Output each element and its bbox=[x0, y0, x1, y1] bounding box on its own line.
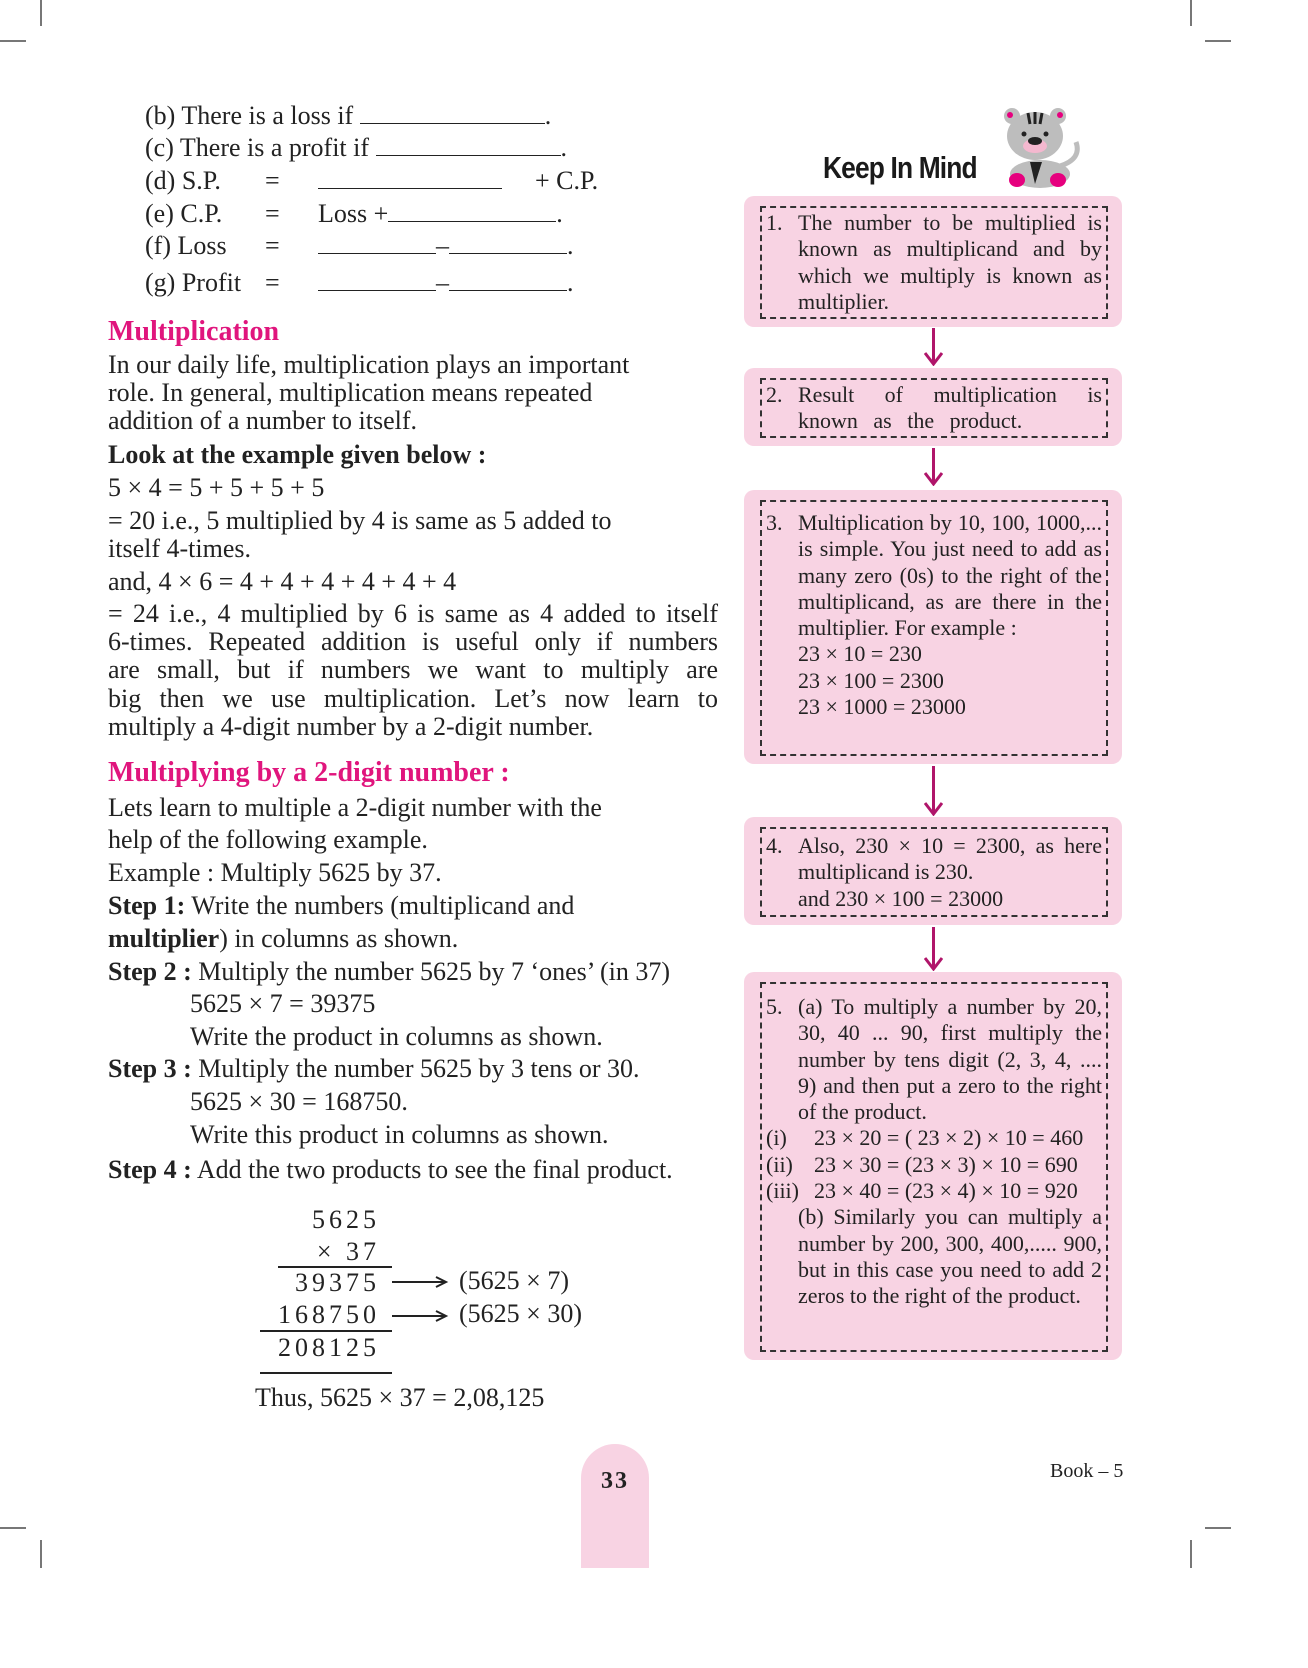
multiplicand: 5625 bbox=[312, 1205, 380, 1234]
partial-note: (5625 × 7) bbox=[459, 1266, 569, 1295]
step-calc: 5625 × 30 = 168750. bbox=[190, 1087, 408, 1116]
item-text: There is a profit if bbox=[179, 133, 370, 162]
crop-mark bbox=[40, 0, 42, 26]
item-label: (b) bbox=[145, 101, 176, 130]
item-term: C.P. bbox=[180, 199, 223, 228]
crop-mark bbox=[1205, 1527, 1231, 1529]
paragraph-line: Lets learn to multiple a 2-digit number with the bbox=[108, 793, 602, 822]
paragraph-line: addition of a number to itself. bbox=[108, 406, 418, 435]
tip-text: Multiplication by 10, 100, 1000,... is simple. You just need to add as many zero (0s) to the right of the multiplicand, as are there in the multiplier. For example : bbox=[798, 510, 1102, 641]
partial-note: (5625 × 30) bbox=[459, 1299, 582, 1328]
tip-number: 3. bbox=[766, 510, 783, 535]
section-heading: Multiplying by a 2-digit number : bbox=[108, 757, 510, 788]
rule-line bbox=[260, 1330, 392, 1332]
tip-example: 23 × 100 = 2300 bbox=[798, 667, 944, 693]
step-text: Multiply the number 5625 by 3 tens or 30. bbox=[191, 1054, 640, 1083]
item-term: S.P. bbox=[181, 166, 221, 195]
example-line: Example : Multiply 5625 by 37. bbox=[108, 858, 442, 887]
page-number-tab bbox=[581, 1444, 649, 1568]
conclusion: Thus, 5625 × 37 = 2,08,125 bbox=[255, 1383, 545, 1412]
equation: 5 × 4 = 5 + 5 + 5 + 5 bbox=[108, 473, 325, 502]
equals: = bbox=[265, 199, 280, 228]
step-text: Add the two products to see the final product. bbox=[191, 1155, 673, 1184]
step-calc: 5625 × 7 = 39375 bbox=[190, 989, 376, 1018]
arrow-down-icon bbox=[924, 766, 942, 816]
step-label: Step 4 : bbox=[108, 1155, 192, 1184]
blank[interactable] bbox=[318, 233, 436, 254]
rule-line bbox=[260, 1372, 392, 1374]
step-text: Write the numbers (multiplicand and bbox=[185, 891, 575, 920]
tip-box-3 bbox=[744, 490, 1122, 764]
step-label: Step 2 : bbox=[108, 957, 192, 986]
equals: = bbox=[265, 231, 280, 260]
crop-mark bbox=[1205, 40, 1231, 42]
crop-mark bbox=[1190, 1540, 1192, 1568]
sub-text: 23 × 20 = ( 23 × 2) × 10 = 460 bbox=[814, 1125, 1084, 1151]
blank[interactable] bbox=[449, 233, 567, 254]
arrow-down-icon bbox=[924, 927, 942, 972]
partial-product: 168750 bbox=[278, 1300, 380, 1329]
tip-box-4 bbox=[744, 817, 1122, 925]
crop-mark bbox=[0, 40, 26, 42]
step-label: Step 3 : bbox=[108, 1054, 192, 1083]
item-label: (c) bbox=[145, 133, 174, 162]
partial-product: 39375 bbox=[295, 1268, 380, 1297]
tip-number: 1. bbox=[766, 210, 783, 235]
arrow-right-icon bbox=[390, 1308, 450, 1324]
sub-text: 23 × 40 = (23 × 4) × 10 = 920 bbox=[814, 1178, 1078, 1204]
step-note: Write this product in columns as shown. bbox=[190, 1120, 609, 1149]
equals: = bbox=[265, 268, 280, 297]
sub-number: (iii) bbox=[766, 1178, 799, 1204]
tiger-mascot-icon bbox=[1000, 104, 1085, 190]
item-suffix: + C.P. bbox=[535, 166, 599, 195]
keep-in-mind-title: Keep In Mind bbox=[823, 150, 977, 185]
blank[interactable] bbox=[318, 270, 436, 291]
tip-number: 2. bbox=[766, 382, 783, 407]
paragraph-line: = 20 i.e., 5 multiplied by 4 is same as 5 added to bbox=[108, 506, 612, 535]
crop-mark bbox=[0, 1527, 26, 1529]
tip-box-5 bbox=[744, 972, 1122, 1360]
book-label: Book – 5 bbox=[1050, 1460, 1124, 1482]
arrow-down-icon bbox=[924, 328, 942, 368]
page-number: 33 bbox=[601, 1468, 629, 1494]
step-note: Write the product in columns as shown. bbox=[190, 1022, 603, 1051]
arrow-right-icon bbox=[390, 1274, 450, 1290]
item-label: (e) bbox=[145, 199, 174, 228]
arrow-down-icon bbox=[924, 448, 942, 488]
paragraph-line: multiply a 4-digit number by a 2-digit number. bbox=[108, 712, 594, 741]
step-label: Step 1: bbox=[108, 891, 186, 920]
textbook-page: (b) There is a loss if . (c) There is a profit if . (d) S.P. = + C.P. (e) C.P. = Loss + . (f) Loss = – . (g) Profit = – . Multiplication In our daily life, multiplication plays an important role. In general, multiplication means repeated addition of a number to itself. Look at the example given below : 5 × 4 = 5 + 5 + 5 + 5 = 20 i.e., 5 multiplied by 4 is same as 5 added to itself 4-times. and, 4 × 6 = 4 + 4 + 4 + 4 + 4 + 4 = 24 i.e., 4 multiplied by 6 is same as 4 added to itself 6-times. Repeated addition is useful only if numbers are small, but if numbers we want to multiply are big then we use multiplication. Let’s now learn to multiply a 4-digit number by a 2-digit number. Multiplying by a 2-digit number : Lets learn to multiple a 2-digit number with the help of the following example. Example : Multiply 5625 by 37. Step 1: Write the numbers (multiplicand and multiplier) in columns as shown. Step 2 : Multiply the number 5625 by 7 ‘ones’ (in 37) 5625 × 7 = 39375 Write the product in columns as shown. Step 3 : Multiply the number 5625 by 3 tens or 30. 5625 × 30 = 168750. Write this product in columns as shown. Step 4 : Add the two products to see the final product. 5625 × 37 39375 168750 208125 (5625 × 7) (5625 × 30) Thus, 5625 × 37 = 2,08,125 Keep In Mind 1. The number to be multiplied is known as multiplicand and by which we multiply is known as multiplier. 2. Result of multiplication is known as the product. 3. Multiplication by 10, 100, 1000,... is simple. You just need to add as many zero (0s) to the right of the multiplicand, as are there in the multiplier. For example : 23 × 10 = 230 23 × 100 = 2300 23 × 1000 = 23000 4. Also, 230 × 10 = 2300, as here multiplicand is 230. and 230 × 100 = 23000 5. (a) To multiply a number by 20, 30, 40 ... 90, first multiply the number by tens digit (2, 3, 4, .... 9) and then put a zero to the right of the product. (i) 23 × 20 = ( 23 × 2) × 10 = 460 (ii) 23 × 30 = (23 × 3) × 10 = 690 (iii) 23 × 40 = (23 × 4) × 10 = 920 (b) Similarly you can multiply a number by 200, 300, 400,..... 900, but in this case you need to add 2 zeros to the right of the product. 33 Book – 5 bbox=[0, 0, 1308, 1668]
paragraph-line: In our daily life, multiplication plays an important bbox=[108, 350, 630, 379]
sub-text: 23 × 30 = (23 × 3) × 10 = 690 bbox=[814, 1151, 1078, 1177]
equation: and, 4 × 6 = 4 + 4 + 4 + 4 + 4 + 4 bbox=[108, 567, 457, 596]
sub-number: (i) bbox=[766, 1125, 787, 1151]
crop-mark bbox=[1190, 0, 1192, 26]
crop-mark bbox=[40, 1540, 42, 1568]
tip-box-2 bbox=[744, 368, 1122, 446]
item-label: (f) bbox=[145, 231, 171, 260]
tip-text: Also, 230 × 10 = 2300, as here multiplicand is 230. bbox=[798, 833, 1102, 885]
item-text: There is a loss if bbox=[181, 101, 354, 130]
tip-example: and 230 × 100 = 23000 bbox=[798, 885, 1004, 911]
item-term: Profit bbox=[181, 268, 242, 297]
item-label: (d) bbox=[145, 166, 176, 195]
blank[interactable] bbox=[449, 270, 567, 291]
minus: – bbox=[436, 268, 449, 297]
equals: = bbox=[265, 166, 280, 195]
tip-text: (a) To multiply a number by 20, 30, 40 ... 90, first multiply the number by tens digit (2, 3, 4, .... 9) and then put a zero to the right of the product. bbox=[798, 994, 1102, 1125]
final-product: 208125 bbox=[278, 1333, 380, 1362]
paragraph-line: 6-times. Repeated addition is useful only if numbers bbox=[108, 627, 718, 656]
paragraph-line: = 24 i.e., 4 multiplied by 6 is same as 4 added to itself bbox=[108, 599, 718, 628]
item-prefix: Loss + bbox=[318, 199, 389, 228]
paragraph-line: help of the following example. bbox=[108, 825, 428, 854]
step-text: ) in columns as shown. bbox=[219, 924, 459, 953]
section-heading: Multiplication bbox=[108, 316, 280, 347]
minus: – bbox=[436, 231, 449, 260]
tip-number: 4. bbox=[766, 833, 783, 858]
tip-example: 23 × 1000 = 23000 bbox=[798, 694, 966, 720]
paragraph-line: itself 4-times. bbox=[108, 534, 251, 563]
tip-example: 23 × 10 = 230 bbox=[798, 641, 922, 667]
tip-box-1 bbox=[744, 196, 1122, 327]
blank[interactable] bbox=[360, 103, 545, 124]
blank[interactable] bbox=[376, 135, 561, 156]
multiplier: × 37 bbox=[316, 1237, 380, 1266]
subheading: Look at the example given below : bbox=[108, 440, 487, 469]
paragraph-line: are small, but if numbers we want to multiply are bbox=[108, 655, 718, 684]
tip-text: (b) Similarly you can multiply a number by 200, 300, 400,..... 900, but in this case you need to add 2 zeros to the right of the product. bbox=[798, 1204, 1102, 1309]
tip-text: Result of multiplication is known as the product. bbox=[798, 382, 1102, 434]
item-term: Loss bbox=[177, 231, 227, 260]
blank[interactable] bbox=[388, 201, 556, 222]
blank[interactable] bbox=[318, 168, 502, 189]
paragraph-line: big then we use multiplication. Let’s now learn to bbox=[108, 684, 718, 713]
tip-number: 5. bbox=[766, 994, 783, 1019]
step-text: Multiply the number 5625 by 7 ‘ones’ (in 37) bbox=[191, 957, 671, 986]
item-label: (g) bbox=[145, 268, 176, 297]
sub-number: (ii) bbox=[766, 1151, 793, 1177]
step-bold: multiplier bbox=[108, 924, 220, 953]
paragraph-line: role. In general, multiplication means repeated bbox=[108, 378, 593, 407]
tip-text: The number to be multiplied is known as multiplicand and by which we multiply is known as multiplier. bbox=[798, 210, 1102, 314]
